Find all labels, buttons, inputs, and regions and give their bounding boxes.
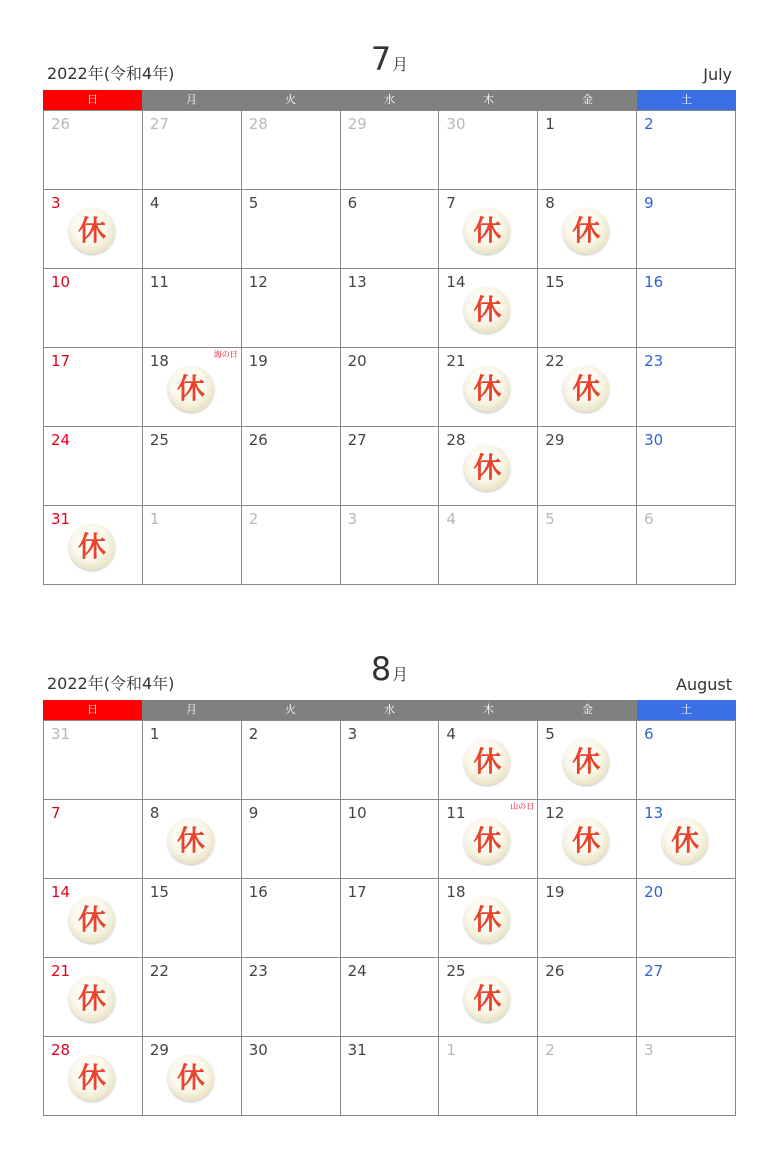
day-cell <box>143 111 242 190</box>
day-number: 17 <box>347 883 367 901</box>
day-number: 26 <box>248 431 268 449</box>
day-cell <box>143 1037 242 1116</box>
day-cell <box>44 721 143 800</box>
day-number: 1 <box>545 115 555 133</box>
day-cell <box>637 427 736 506</box>
closed-day-mark: 休 <box>671 824 700 857</box>
day-cell <box>341 879 440 958</box>
day-number: 3 <box>51 194 61 212</box>
day-number: 12 <box>248 273 268 291</box>
day-number: 12 <box>545 804 565 822</box>
day-number: 10 <box>347 804 367 822</box>
day-number: 21 <box>51 962 71 980</box>
day-number: 27 <box>347 431 367 449</box>
day-number: 31 <box>51 510 71 528</box>
weekday-saturday: 土 <box>637 90 736 110</box>
day-cell <box>242 427 341 506</box>
august-calendar <box>43 650 736 1116</box>
day-cell <box>439 879 538 958</box>
day-cell <box>242 721 341 800</box>
day-number: 28 <box>51 1041 71 1059</box>
day-cell <box>242 269 341 348</box>
day-number: 26 <box>545 962 565 980</box>
closed-day-mark: 休 <box>572 372 601 405</box>
day-number: 2 <box>644 115 654 133</box>
day-cell <box>44 1037 143 1116</box>
closed-day-badge <box>168 818 214 864</box>
weekday-monday: 月 <box>142 90 241 110</box>
day-cell <box>637 879 736 958</box>
august-day-grid <box>43 720 736 1116</box>
closed-day-mark: 休 <box>77 1061 106 1094</box>
day-number: 19 <box>545 883 565 901</box>
day-cell <box>439 269 538 348</box>
august-month-number: 8 <box>370 650 392 688</box>
day-number: 30 <box>248 1041 268 1059</box>
closed-day-badge <box>69 897 115 943</box>
day-number: 14 <box>446 273 466 291</box>
day-number: 23 <box>644 352 664 370</box>
day-cell <box>637 269 736 348</box>
day-number: 24 <box>51 431 71 449</box>
day-cell <box>341 721 440 800</box>
august-month-suffix: 月 <box>392 665 409 684</box>
day-number: 1 <box>149 725 160 743</box>
closed-day-badge <box>464 445 510 491</box>
closed-day-badge <box>69 976 115 1022</box>
july-weekday-header <box>43 90 736 110</box>
day-number: 25 <box>446 962 466 980</box>
closed-day-badge <box>563 208 609 254</box>
day-cell <box>341 958 440 1037</box>
day-cell <box>538 1037 637 1116</box>
day-cell <box>242 111 341 190</box>
day-cell <box>439 1037 538 1116</box>
day-cell <box>143 348 242 427</box>
day-number: 11 <box>149 273 169 291</box>
day-cell <box>637 506 736 585</box>
day-number: 3 <box>347 510 358 528</box>
day-cell <box>44 427 143 506</box>
closed-day-badge <box>464 366 510 412</box>
day-cell <box>538 721 637 800</box>
day-number: 5 <box>545 725 555 743</box>
day-cell <box>538 879 637 958</box>
closed-day-badge <box>168 366 214 412</box>
day-number: 5 <box>545 510 555 528</box>
day-number: 3 <box>347 725 358 743</box>
closed-day-badge <box>464 739 510 785</box>
closed-day-badge <box>563 818 609 864</box>
weekday-friday: 金 <box>538 700 637 720</box>
day-number: 29 <box>545 431 565 449</box>
july-calendar <box>43 40 736 585</box>
closed-day-mark: 休 <box>77 214 106 247</box>
closed-day-badge <box>464 897 510 943</box>
closed-day-mark: 休 <box>473 982 502 1015</box>
closed-day-mark: 休 <box>473 451 502 484</box>
weekday-sunday: 日 <box>43 90 142 110</box>
day-number: 31 <box>51 725 71 743</box>
closed-day-mark: 休 <box>176 372 205 405</box>
closed-day-badge <box>563 739 609 785</box>
day-cell <box>637 800 736 879</box>
day-number: 31 <box>347 1041 367 1059</box>
day-cell <box>439 800 538 879</box>
day-cell <box>44 348 143 427</box>
day-cell <box>538 427 637 506</box>
closed-day-mark: 休 <box>572 745 601 778</box>
august-weekday-header <box>43 700 736 720</box>
august-year-label: 2022年(令和4年) <box>47 674 175 693</box>
day-number: 2 <box>248 725 259 743</box>
closed-day-badge <box>168 1055 214 1101</box>
day-cell <box>242 800 341 879</box>
day-number: 21 <box>446 352 466 370</box>
day-cell <box>538 506 637 585</box>
closed-day-mark: 休 <box>572 214 601 247</box>
day-number: 2 <box>545 1041 555 1059</box>
july-month-suffix: 月 <box>392 55 409 74</box>
day-cell <box>637 190 736 269</box>
holiday-name: 山の日 <box>510 802 535 811</box>
day-number: 8 <box>545 194 555 212</box>
day-number: 1 <box>149 510 160 528</box>
day-number: 23 <box>248 962 268 980</box>
closed-day-mark: 休 <box>77 982 106 1015</box>
day-number: 16 <box>644 273 664 291</box>
day-number: 18 <box>446 883 466 901</box>
day-cell <box>44 506 143 585</box>
day-cell <box>341 1037 440 1116</box>
day-cell <box>341 269 440 348</box>
weekday-sunday: 日 <box>43 700 142 720</box>
weekday-tuesday: 火 <box>241 90 340 110</box>
weekday-saturday: 土 <box>637 700 736 720</box>
july-month-title <box>43 40 736 84</box>
day-number: 10 <box>51 273 71 291</box>
closed-day-badge <box>69 208 115 254</box>
day-cell <box>538 348 637 427</box>
weekday-wednesday: 水 <box>340 90 439 110</box>
day-number: 5 <box>248 194 259 212</box>
day-cell <box>439 111 538 190</box>
day-cell <box>242 1037 341 1116</box>
closed-day-badge <box>464 287 510 333</box>
day-number: 8 <box>149 804 160 822</box>
day-number: 19 <box>248 352 268 370</box>
july-month-number: 7 <box>370 40 392 78</box>
closed-day-badge <box>69 524 115 570</box>
closed-day-mark: 休 <box>473 824 502 857</box>
closed-day-mark: 休 <box>473 903 502 936</box>
closed-day-mark: 休 <box>77 903 106 936</box>
day-cell <box>143 958 242 1037</box>
day-cell <box>538 958 637 1037</box>
day-number: 29 <box>149 1041 169 1059</box>
day-number: 30 <box>644 431 664 449</box>
day-number: 22 <box>545 352 565 370</box>
day-cell <box>44 111 143 190</box>
day-number: 15 <box>545 273 565 291</box>
day-number: 6 <box>644 725 654 743</box>
day-number: 18 <box>149 352 169 370</box>
closed-day-badge <box>464 976 510 1022</box>
day-cell <box>637 1037 736 1116</box>
day-cell <box>439 348 538 427</box>
day-cell <box>637 111 736 190</box>
closed-day-mark: 休 <box>176 1061 205 1094</box>
day-cell <box>637 348 736 427</box>
day-number: 15 <box>149 883 169 901</box>
closed-day-badge <box>563 366 609 412</box>
july-day-grid <box>43 110 736 585</box>
weekday-thursday: 木 <box>439 700 538 720</box>
day-cell <box>143 427 242 506</box>
july-header <box>43 40 736 90</box>
day-number: 6 <box>644 510 654 528</box>
day-cell <box>242 879 341 958</box>
august-month-title <box>43 650 736 694</box>
day-cell <box>143 190 242 269</box>
day-cell <box>439 506 538 585</box>
day-number: 25 <box>149 431 169 449</box>
closed-day-badge <box>662 818 708 864</box>
day-number: 11 <box>446 804 466 822</box>
day-cell <box>439 190 538 269</box>
weekday-wednesday: 水 <box>340 700 439 720</box>
day-number: 29 <box>347 115 367 133</box>
day-cell <box>143 269 242 348</box>
day-cell <box>242 506 341 585</box>
closed-day-badge <box>464 818 510 864</box>
day-number: 24 <box>347 962 367 980</box>
day-number: 4 <box>446 725 456 743</box>
weekday-thursday: 木 <box>439 90 538 110</box>
day-cell <box>439 427 538 506</box>
day-cell <box>44 800 143 879</box>
weekday-tuesday: 火 <box>241 700 340 720</box>
day-number: 7 <box>51 804 61 822</box>
day-cell <box>341 506 440 585</box>
closed-day-mark: 休 <box>473 293 502 326</box>
day-cell <box>143 721 242 800</box>
day-number: 7 <box>446 194 456 212</box>
day-number: 6 <box>347 194 358 212</box>
day-number: 26 <box>51 115 71 133</box>
day-number: 22 <box>149 962 169 980</box>
closed-day-mark: 休 <box>77 530 106 563</box>
day-number: 4 <box>446 510 456 528</box>
day-number: 27 <box>644 962 664 980</box>
day-number: 4 <box>149 194 160 212</box>
day-cell <box>341 800 440 879</box>
day-cell <box>439 958 538 1037</box>
closed-day-mark: 休 <box>176 824 205 857</box>
day-cell <box>44 269 143 348</box>
day-cell <box>341 348 440 427</box>
day-number: 9 <box>644 194 654 212</box>
day-number: 13 <box>644 804 664 822</box>
day-cell <box>143 800 242 879</box>
day-cell <box>341 111 440 190</box>
closed-day-mark: 休 <box>473 372 502 405</box>
day-cell <box>637 958 736 1037</box>
day-cell <box>538 800 637 879</box>
day-cell <box>341 190 440 269</box>
day-number: 1 <box>446 1041 456 1059</box>
day-cell <box>637 721 736 800</box>
day-number: 30 <box>446 115 466 133</box>
day-number: 9 <box>248 804 259 822</box>
august-english-name: August <box>676 675 732 694</box>
day-cell <box>439 721 538 800</box>
closed-day-mark: 休 <box>473 214 502 247</box>
day-number: 2 <box>248 510 259 528</box>
closed-day-mark: 休 <box>572 824 601 857</box>
day-number: 27 <box>149 115 169 133</box>
day-cell <box>538 111 637 190</box>
day-cell <box>44 190 143 269</box>
day-number: 13 <box>347 273 367 291</box>
weekday-monday: 月 <box>142 700 241 720</box>
day-cell <box>242 958 341 1037</box>
day-number: 20 <box>644 883 664 901</box>
day-cell <box>44 879 143 958</box>
closed-day-mark: 休 <box>473 745 502 778</box>
day-number: 28 <box>446 431 466 449</box>
day-cell <box>143 879 242 958</box>
day-cell <box>44 958 143 1037</box>
day-number: 3 <box>644 1041 654 1059</box>
day-number: 28 <box>248 115 268 133</box>
day-number: 14 <box>51 883 71 901</box>
closed-day-badge <box>464 208 510 254</box>
day-cell <box>538 269 637 348</box>
weekday-friday: 金 <box>538 90 637 110</box>
holiday-name: 海の日 <box>213 350 238 359</box>
july-year-label: 2022年(令和4年) <box>47 64 175 83</box>
day-cell <box>242 190 341 269</box>
day-cell <box>341 427 440 506</box>
august-header <box>43 650 736 700</box>
day-number: 16 <box>248 883 268 901</box>
closed-day-badge <box>69 1055 115 1101</box>
day-number: 17 <box>51 352 71 370</box>
day-cell <box>538 190 637 269</box>
day-number: 20 <box>347 352 367 370</box>
july-english-name: July <box>703 65 732 84</box>
day-cell <box>242 348 341 427</box>
day-cell <box>143 506 242 585</box>
